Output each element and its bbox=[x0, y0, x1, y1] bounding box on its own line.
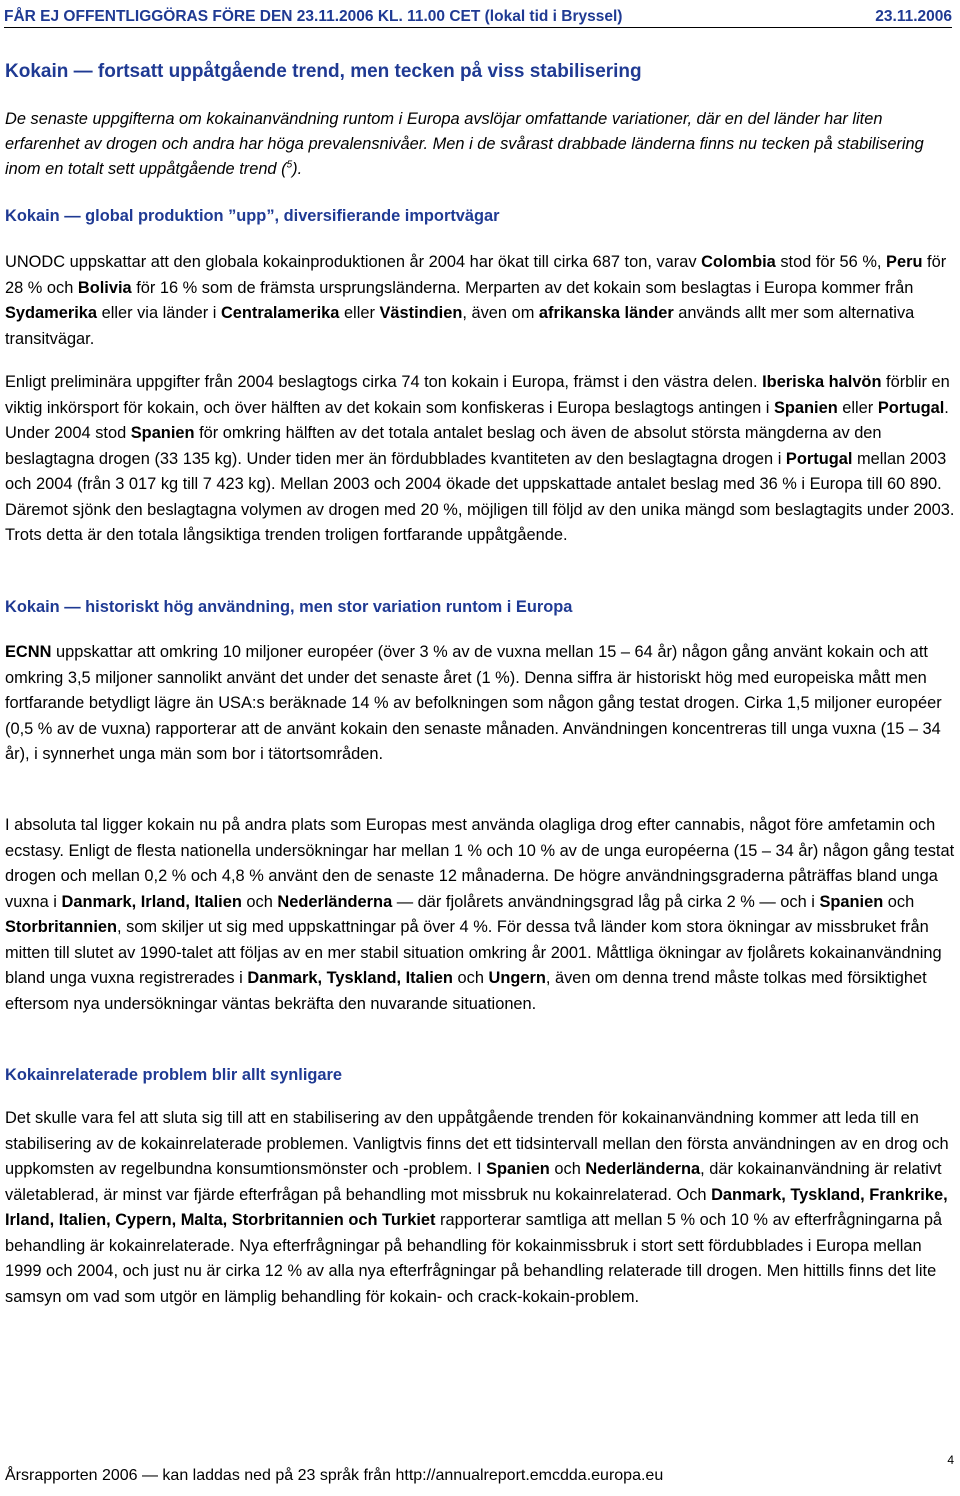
section-heading-usage: Kokain — historiskt hög användning, men stor variation runtom i Europa bbox=[5, 598, 573, 616]
emphasis-term: Peru bbox=[886, 253, 923, 271]
lead-text: De senaste uppgifterna om kokainanvändning runtom i Europa avslöjar omfattande variationer, där en del länder har liten erfarenhet av drogen och andra har höga prevalensnivåer. Men i de svårast drabbade länderna finns nu tecken på stabilisering inom en totalt sett uppåtgående trend ( bbox=[5, 110, 924, 178]
emphasis-term: Ungern bbox=[488, 969, 546, 987]
emphasis-term: afrikanska länder bbox=[538, 304, 674, 322]
emphasis-term: Spanien bbox=[130, 424, 195, 442]
emphasis-term: Sydamerika bbox=[5, 304, 98, 322]
section-heading-problems: Kokainrelaterade problem blir allt synligare bbox=[5, 1066, 343, 1084]
emphasis-term: Iberiska halvön bbox=[762, 373, 882, 391]
embargo-notice: FÅR EJ OFFENTLIGGÖRAS FÖRE DEN 23.11.2006 KL. 11.00 CET (lokal tid i Bryssel) bbox=[4, 8, 623, 25]
lead-paragraph bbox=[5, 107, 955, 182]
emphasis-term: Spanien bbox=[773, 398, 838, 417]
emphasis-term: Portugal bbox=[877, 398, 945, 417]
emphasis-term: Spanien bbox=[486, 1160, 550, 1178]
paragraph-seizures: Enligt preliminära uppgifter från 2004 beslagtogs cirka 74 ton kokain i Europa, främst i den västra delen. Iberiska halvön förblir en viktig inkörsport för kokain, och över hälften av det kokain som konfiskeras i Europa beslagtogs antingen i Spanien eller Portugal. Under 2004 stod Spanien för omkring hälften av det totala antalet beslag och även de absolut största mängderna av den beslagtagna drogen (33 135 kg). Under tiden mer än fördubblades kvantiteten av den beslagtagna drogen i Portugal mellan 2003 och 2004 (från 3 017 kg till 7 423 kg). Mellan 2003 och 2004 ökade det uppskattade antalet beslag med 36 % i Europa till 60 890. Däremot sjönk den beslagtagna volymen av drogen med 20 %, möjligen till följd av den unika mängd som beslagtagits under 2003. Trots detta är den totala långsiktiga trenden troligen fortfarande uppåtgående. bbox=[5, 373, 955, 544]
emphasis-term: Storbritannien bbox=[5, 918, 118, 936]
emphasis-term: Danmark, Irland, Italien bbox=[61, 892, 242, 911]
emphasis-term: Västindien bbox=[379, 304, 463, 322]
section-heading-production: Kokain — global produktion ”upp”, diversifierande importvägar bbox=[5, 207, 500, 225]
emphasis-term: Centralamerika bbox=[220, 304, 340, 322]
paragraph-usage: ECNN uppskattar att omkring 10 miljoner européer (över 3 % av de vuxna mellan 15 – 64 år) någon gång använt kokain och att omkring 3,5 miljoner sannolikt använt det under det senaste året (1 %). Denna siffra är historiskt hög med europeiska mått men fortfarande betydligt lägre än USA:s beräknade 14 % av befolkningen som någon gång testat drogen. Cirka 1,5 miljoner européer (0,5 % av de vuxna) rapporterar att de använt kokain den senaste månaden. Användningen koncentreras till unga vuxna (15 – 34 år), i synnerhet unga män som bor i tätortsområden. bbox=[5, 643, 942, 763]
emphasis-term: Nederländerna bbox=[277, 892, 393, 911]
emphasis-term: Portugal bbox=[785, 449, 853, 468]
footnote-ref: 5 bbox=[286, 159, 293, 171]
emphasis-term: Danmark, Tyskland, Italien bbox=[247, 969, 453, 987]
page-number: 4 bbox=[947, 1453, 954, 1467]
page-title: Kokain — fortsatt uppåtgående trend, men tecken på viss stabilisering bbox=[5, 61, 642, 82]
footer-text: Årsrapporten 2006 — kan laddas ned på 23 språk från http://annualreport.emcdda.europa.eu bbox=[5, 1467, 664, 1484]
emphasis-term: Danmark, Tyskland, Frankrike, Irland, Italien, Cypern, Malta, Storbritannien och Turkiet bbox=[5, 1185, 948, 1229]
emphasis-term: Colombia bbox=[701, 253, 776, 271]
emphasis-term: Nederländerna bbox=[585, 1160, 701, 1178]
lead-end: ). bbox=[292, 160, 303, 178]
embargo-header bbox=[4, 5, 952, 28]
paragraph-ranking: I absoluta tal ligger kokain nu på andra plats som Europas mest använda olagliga drog efter cannabis, något före amfetamin och ecstasy. Enligt de flesta nationella undersökningar har mellan 1 % och 10 % av de unga européerna (15 – 34 år) någon gång testat drogen och mellan 0,2 % och 4,8 % använt den de senaste 12 månaderna. De högre användningsgraderna påträffas bland unga vuxna i Danmark, Irland, Italien och Nederländerna — där fjolårets användningsgrad låg på cirka 2 % — och i Spanien och Storbritannien, som skiljer ut sig med uppskattningar på över 4 %. För dessa två länder kom stora ökningar av missbruket från mitten till slutet av 1990-talet att följas av en mer stabil situation omkring år 2001. Måttliga ökningar av fjolårets kokainanvändning bland unga vuxna registrerades i Danmark, Tyskland, Italien och Ungern, även om denna trend måste tolkas med försiktighet eftersom nya undersökningar väntas bekräfta den nuvarande situationen. bbox=[5, 816, 955, 1013]
header-date: 23.11.2006 bbox=[875, 8, 952, 25]
emphasis-term: Spanien bbox=[819, 892, 884, 911]
emphasis-term: ECNN bbox=[5, 643, 52, 661]
paragraph-problems: Det skulle vara fel att sluta sig till att en stabilisering av den uppåtgående trenden för kokainanvändning kommer att leda till en stabilisering av de kokainrelaterade problemen. Vanligtvis finns det ett tidsintervall mellan den första användningen av en drog och uppkomsten av regelbundna konsumtionsmönster och -problem. I Spanien och Nederländerna, där kokainanvändning är relativt väletablerad, är minst var fjärde efterfrågan på behandling mot missbruk nu kokainrelaterad. Och Danmark, Tyskland, Frankrike, Irland, Italien, Cypern, Malta, Storbritannien och Turkiet rapporterar samtliga att mellan 5 % och 10 % av efterfrågningarna på behandling är kokainrelaterade. Nya efterfrågningar på behandling för kokainmissbruk i stort sett fördubblades i Europa mellan 1999 och 2004, och just nu är cirka 12 % av alla nya efterfrågningar på behandling relaterade till drogen. Men hittills finns det lite samsyn om vad som utgör en lämplig behandling för kokain- och crack-kokain-problem. bbox=[5, 1109, 949, 1306]
paragraph-production: UNODC uppskattar att den globala kokainproduktionen år 2004 har ökat till cirka 687 ton, varav Colombia stod för 56 %, Peru för 28 % och Bolivia för 16 % som de främsta ursprungsländerna. Merparten av det kokain som beslagtas i Europa kommer från Sydamerika eller via länder i Centralamerika eller Västindien, även om afrikanska länder används allt mer som alternativa transitvägar. bbox=[5, 253, 947, 348]
emphasis-term: Bolivia bbox=[77, 278, 132, 297]
